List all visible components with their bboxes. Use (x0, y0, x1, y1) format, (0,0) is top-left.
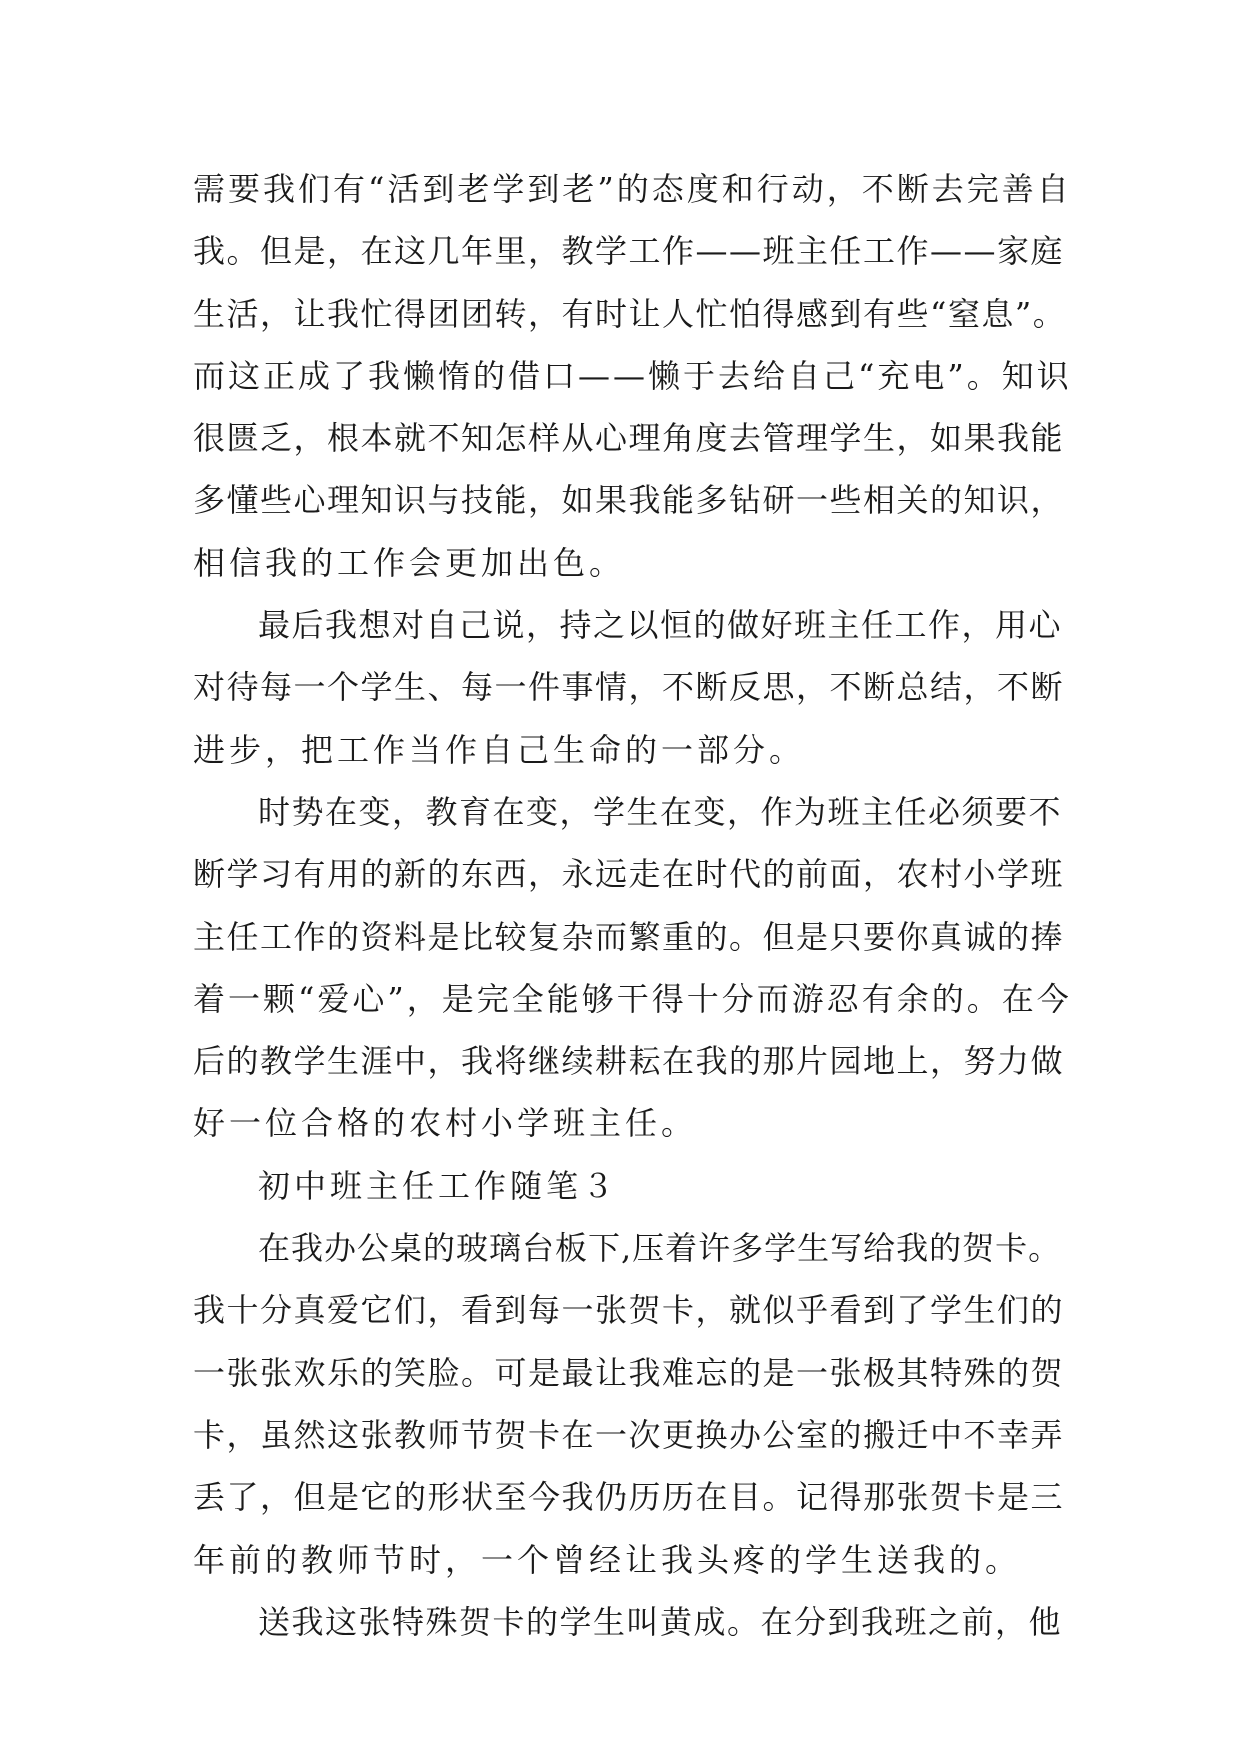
text-line: 很匮乏，根本就不知怎样从心理角度去管理学生，如果我能 (193, 419, 1065, 458)
text-line: 我。但是，在这几年里，教学工作——班主任工作——家庭 (193, 232, 1065, 271)
text-line: 年前的教师节时，一个曾经让我头疼的学生送我的。 (193, 1540, 1022, 1579)
text-line: 断学习有用的新的东西，永远走在时代的前面，农村小学班 (193, 855, 1065, 894)
text-line: 一张张欢乐的笑脸。可是最让我难忘的是一张极其特殊的贺 (193, 1353, 1065, 1392)
text-line: 后的教学生涯中，我将继续耕耘在我的那片园地上，努力做 (193, 1042, 1065, 1081)
text-line: 好一位合格的农村小学班主任。 (193, 1104, 698, 1143)
paragraph-start-line: 送我这张特殊贺卡的学生叫黄成。在分到我班之前，他 (258, 1602, 1063, 1641)
text-line: 进步，把工作当作自己生命的一部分。 (193, 730, 806, 769)
text-line: 丢了，但是它的形状至今我仍历历在目。记得那张贺卡是三 (193, 1478, 1065, 1517)
body-text (193, 158, 1072, 1653)
text-line: 而这正成了我懒惰的借口——懒于去给自己“充电”。知识 (193, 356, 1072, 395)
text-line: 对待每一个学生、每一件事情，不断反思，不断总结，不断 (193, 668, 1065, 707)
text-line: 着一颗“爱心”，是完全能够干得十分而游忍有余的。在今 (193, 979, 1072, 1018)
text-line: 多懂些心理知识与技能，如果我能多钻研一些相关的知识， (193, 481, 1065, 520)
paragraph-start-line: 时势在变，教育在变，学生在变，作为班主任必须要不 (258, 792, 1063, 831)
paragraph-start-line: 最后我想对自己说，持之以恒的做好班主任工作，用心 (258, 606, 1063, 645)
paragraph-start-line: 在我办公桌的玻璃台板下,压着许多学生写给我的贺卡。 (258, 1229, 1062, 1268)
text-line: 相信我的工作会更加出色。 (193, 543, 626, 582)
text-line: 需要我们有“活到老学到老”的态度和行动，不断去完善自 (193, 170, 1072, 208)
text-line: 卡，虽然这张教师节贺卡在一次更换办公室的搬迁中不幸弄 (193, 1415, 1065, 1454)
text-line: 我十分真爱它们，看到每一张贺卡，就似乎看到了学生们的 (193, 1291, 1065, 1330)
text-line: 主任工作的资料是比较复杂而繁重的。但是只要你真诚的捧 (193, 917, 1065, 956)
text-line: 生活，让我忙得团团转，有时让人忙怕得感到有些“窒息”。 (193, 294, 1067, 333)
section-heading: 初中班主任工作随笔３ (258, 1166, 619, 1205)
